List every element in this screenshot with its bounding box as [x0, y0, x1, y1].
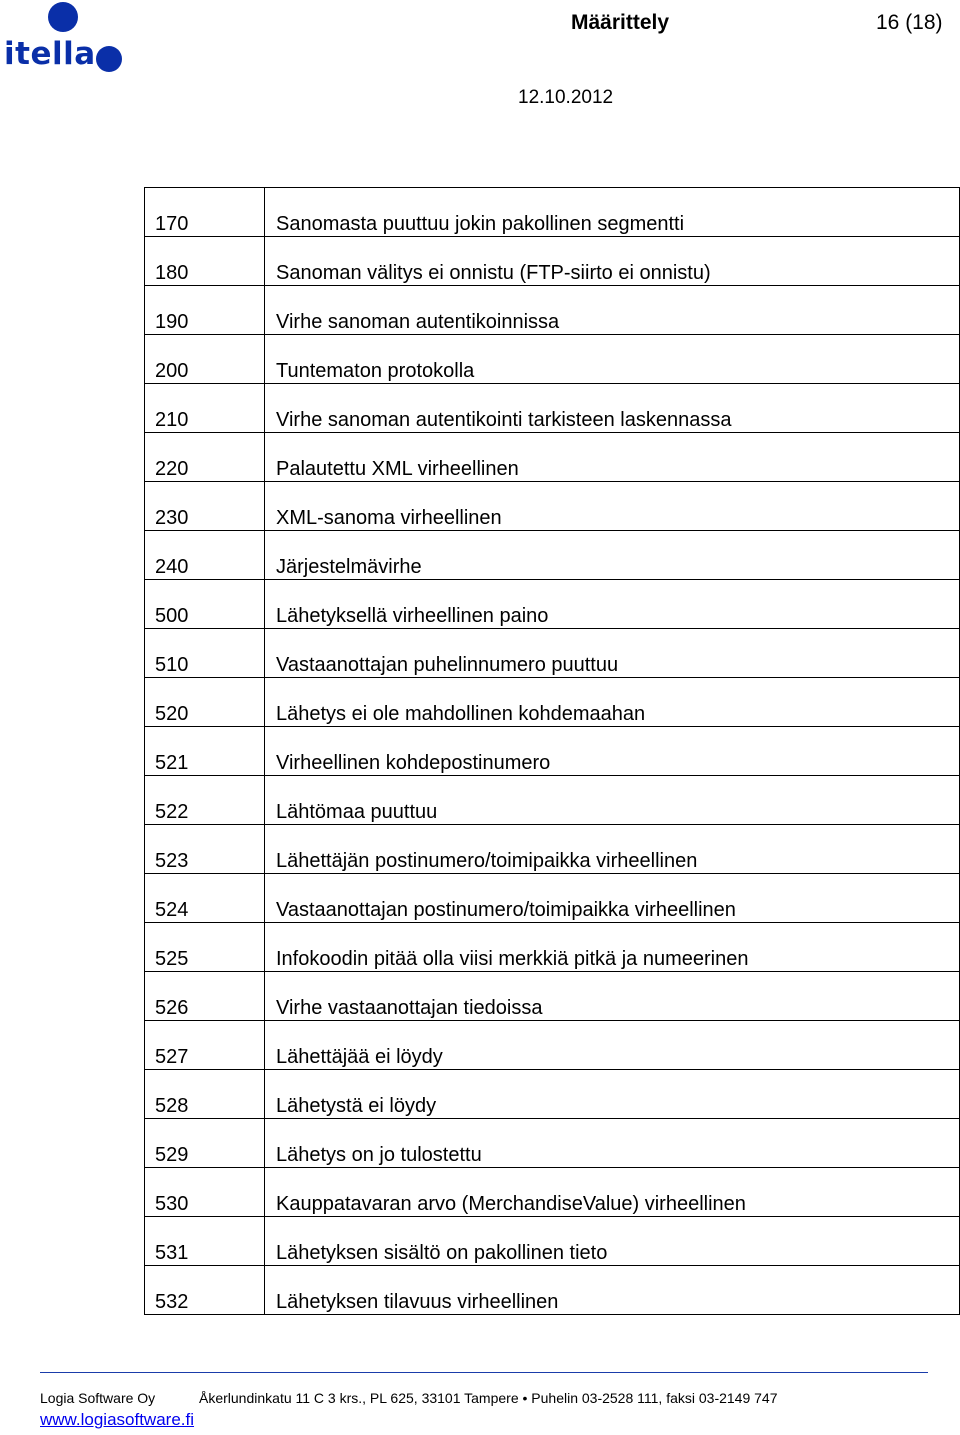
error-code-cell: 527 — [145, 1021, 265, 1070]
error-code-cell: 520 — [145, 678, 265, 727]
document-title: Määrittely — [571, 11, 670, 34]
error-description-cell: Lähetyksen sisältö on pakollinen tieto — [265, 1217, 960, 1266]
table-row — [145, 1217, 960, 1266]
table-row — [145, 874, 960, 923]
table-row — [145, 1266, 960, 1315]
error-code-cell: 170 — [145, 188, 265, 237]
error-code-cell: 525 — [145, 923, 265, 972]
error-description-cell: Infokoodin pitää olla viisi merkkiä pitkä ja numeerinen — [265, 923, 960, 972]
error-code-cell: 230 — [145, 482, 265, 531]
error-code-cell: 529 — [145, 1119, 265, 1168]
error-description-cell: Lähettäjää ei löydy — [265, 1021, 960, 1070]
error-description-cell: Lähetys on jo tulostettu — [265, 1119, 960, 1168]
table-row — [145, 482, 960, 531]
table-row — [145, 286, 960, 335]
error-description-cell: Lähetyksellä virheellinen paino — [265, 580, 960, 629]
error-code-cell: 530 — [145, 1168, 265, 1217]
table-row — [145, 678, 960, 727]
error-description-cell: Tuntematon protokolla — [265, 335, 960, 384]
table-row — [145, 825, 960, 874]
footer-address: Åkerlundinkatu 11 C 3 krs., PL 625, 33101 Tampere • Puhelin 03-2528 111, faksi 03-2149 747 — [199, 1390, 778, 1406]
table-row — [145, 1070, 960, 1119]
error-description-cell: Palautettu XML virheellinen — [265, 433, 960, 482]
error-code-cell: 190 — [145, 286, 265, 335]
error-description-cell: Kauppatavaran arvo (MerchandiseValue) virheellinen — [265, 1168, 960, 1217]
footer-website-link[interactable]: www.logiasoftware.fi — [40, 1410, 195, 1429]
error-codes-table — [144, 187, 960, 1315]
footer-divider — [40, 1372, 928, 1373]
error-code-cell: 523 — [145, 825, 265, 874]
error-description-cell: Virhe sanoman autentikoinnissa — [265, 286, 960, 335]
footer-company: Logia Software Oy — [40, 1390, 156, 1406]
error-code-cell: 526 — [145, 972, 265, 1021]
error-code-cell: 180 — [145, 237, 265, 286]
error-description-cell: Järjestelmävirhe — [265, 531, 960, 580]
logo-dot-icon — [48, 2, 78, 32]
error-description-cell: Lähettäjän postinumero/toimipaikka virheellinen — [265, 825, 960, 874]
error-code-cell: 532 — [145, 1266, 265, 1315]
error-description-cell: Virhe vastaanottajan tiedoissa — [265, 972, 960, 1021]
error-description-cell: Virheellinen kohdepostinumero — [265, 727, 960, 776]
page-number: 16 (18) — [876, 11, 943, 34]
error-code-cell: 524 — [145, 874, 265, 923]
error-description-cell: Lähetys ei ole mahdollinen kohdemaahan — [265, 678, 960, 727]
table-row — [145, 629, 960, 678]
error-code-cell: 522 — [145, 776, 265, 825]
table-row — [145, 1168, 960, 1217]
error-description-cell: Lähetystä ei löydy — [265, 1070, 960, 1119]
table-row — [145, 580, 960, 629]
table-row — [145, 531, 960, 580]
table-row — [145, 237, 960, 286]
table-row — [145, 335, 960, 384]
logo-dot-icon — [96, 46, 122, 72]
error-description-cell: Sanoman välitys ei onnistu (FTP-siirto ei onnistu) — [265, 237, 960, 286]
itella-logo — [4, 0, 134, 80]
error-code-cell: 200 — [145, 335, 265, 384]
table-row — [145, 188, 960, 237]
error-description-cell: Vastaanottajan puhelinnumero puuttuu — [265, 629, 960, 678]
error-description-cell: Lähetyksen tilavuus virheellinen — [265, 1266, 960, 1315]
error-codes-table-body — [145, 188, 960, 1315]
table-row — [145, 972, 960, 1021]
table-row — [145, 727, 960, 776]
table-row — [145, 1021, 960, 1070]
table-row — [145, 1119, 960, 1168]
table-row — [145, 433, 960, 482]
error-code-cell: 220 — [145, 433, 265, 482]
error-code-cell: 500 — [145, 580, 265, 629]
error-code-cell: 240 — [145, 531, 265, 580]
error-code-cell: 510 — [145, 629, 265, 678]
error-description-cell: Sanomasta puuttuu jokin pakollinen segmentti — [265, 188, 960, 237]
error-code-cell: 521 — [145, 727, 265, 776]
error-description-cell: Lähtömaa puuttuu — [265, 776, 960, 825]
error-description-cell: XML-sanoma virheellinen — [265, 482, 960, 531]
table-row — [145, 776, 960, 825]
document-date: 12.10.2012 — [518, 87, 614, 108]
error-code-cell: 528 — [145, 1070, 265, 1119]
table-row — [145, 384, 960, 433]
logo-wordmark: itella — [4, 36, 96, 72]
error-description-cell: Virhe sanoman autentikointi tarkisteen laskennassa — [265, 384, 960, 433]
error-code-cell: 531 — [145, 1217, 265, 1266]
error-code-cell: 210 — [145, 384, 265, 433]
table-row — [145, 923, 960, 972]
error-description-cell: Vastaanottajan postinumero/toimipaikka virheellinen — [265, 874, 960, 923]
